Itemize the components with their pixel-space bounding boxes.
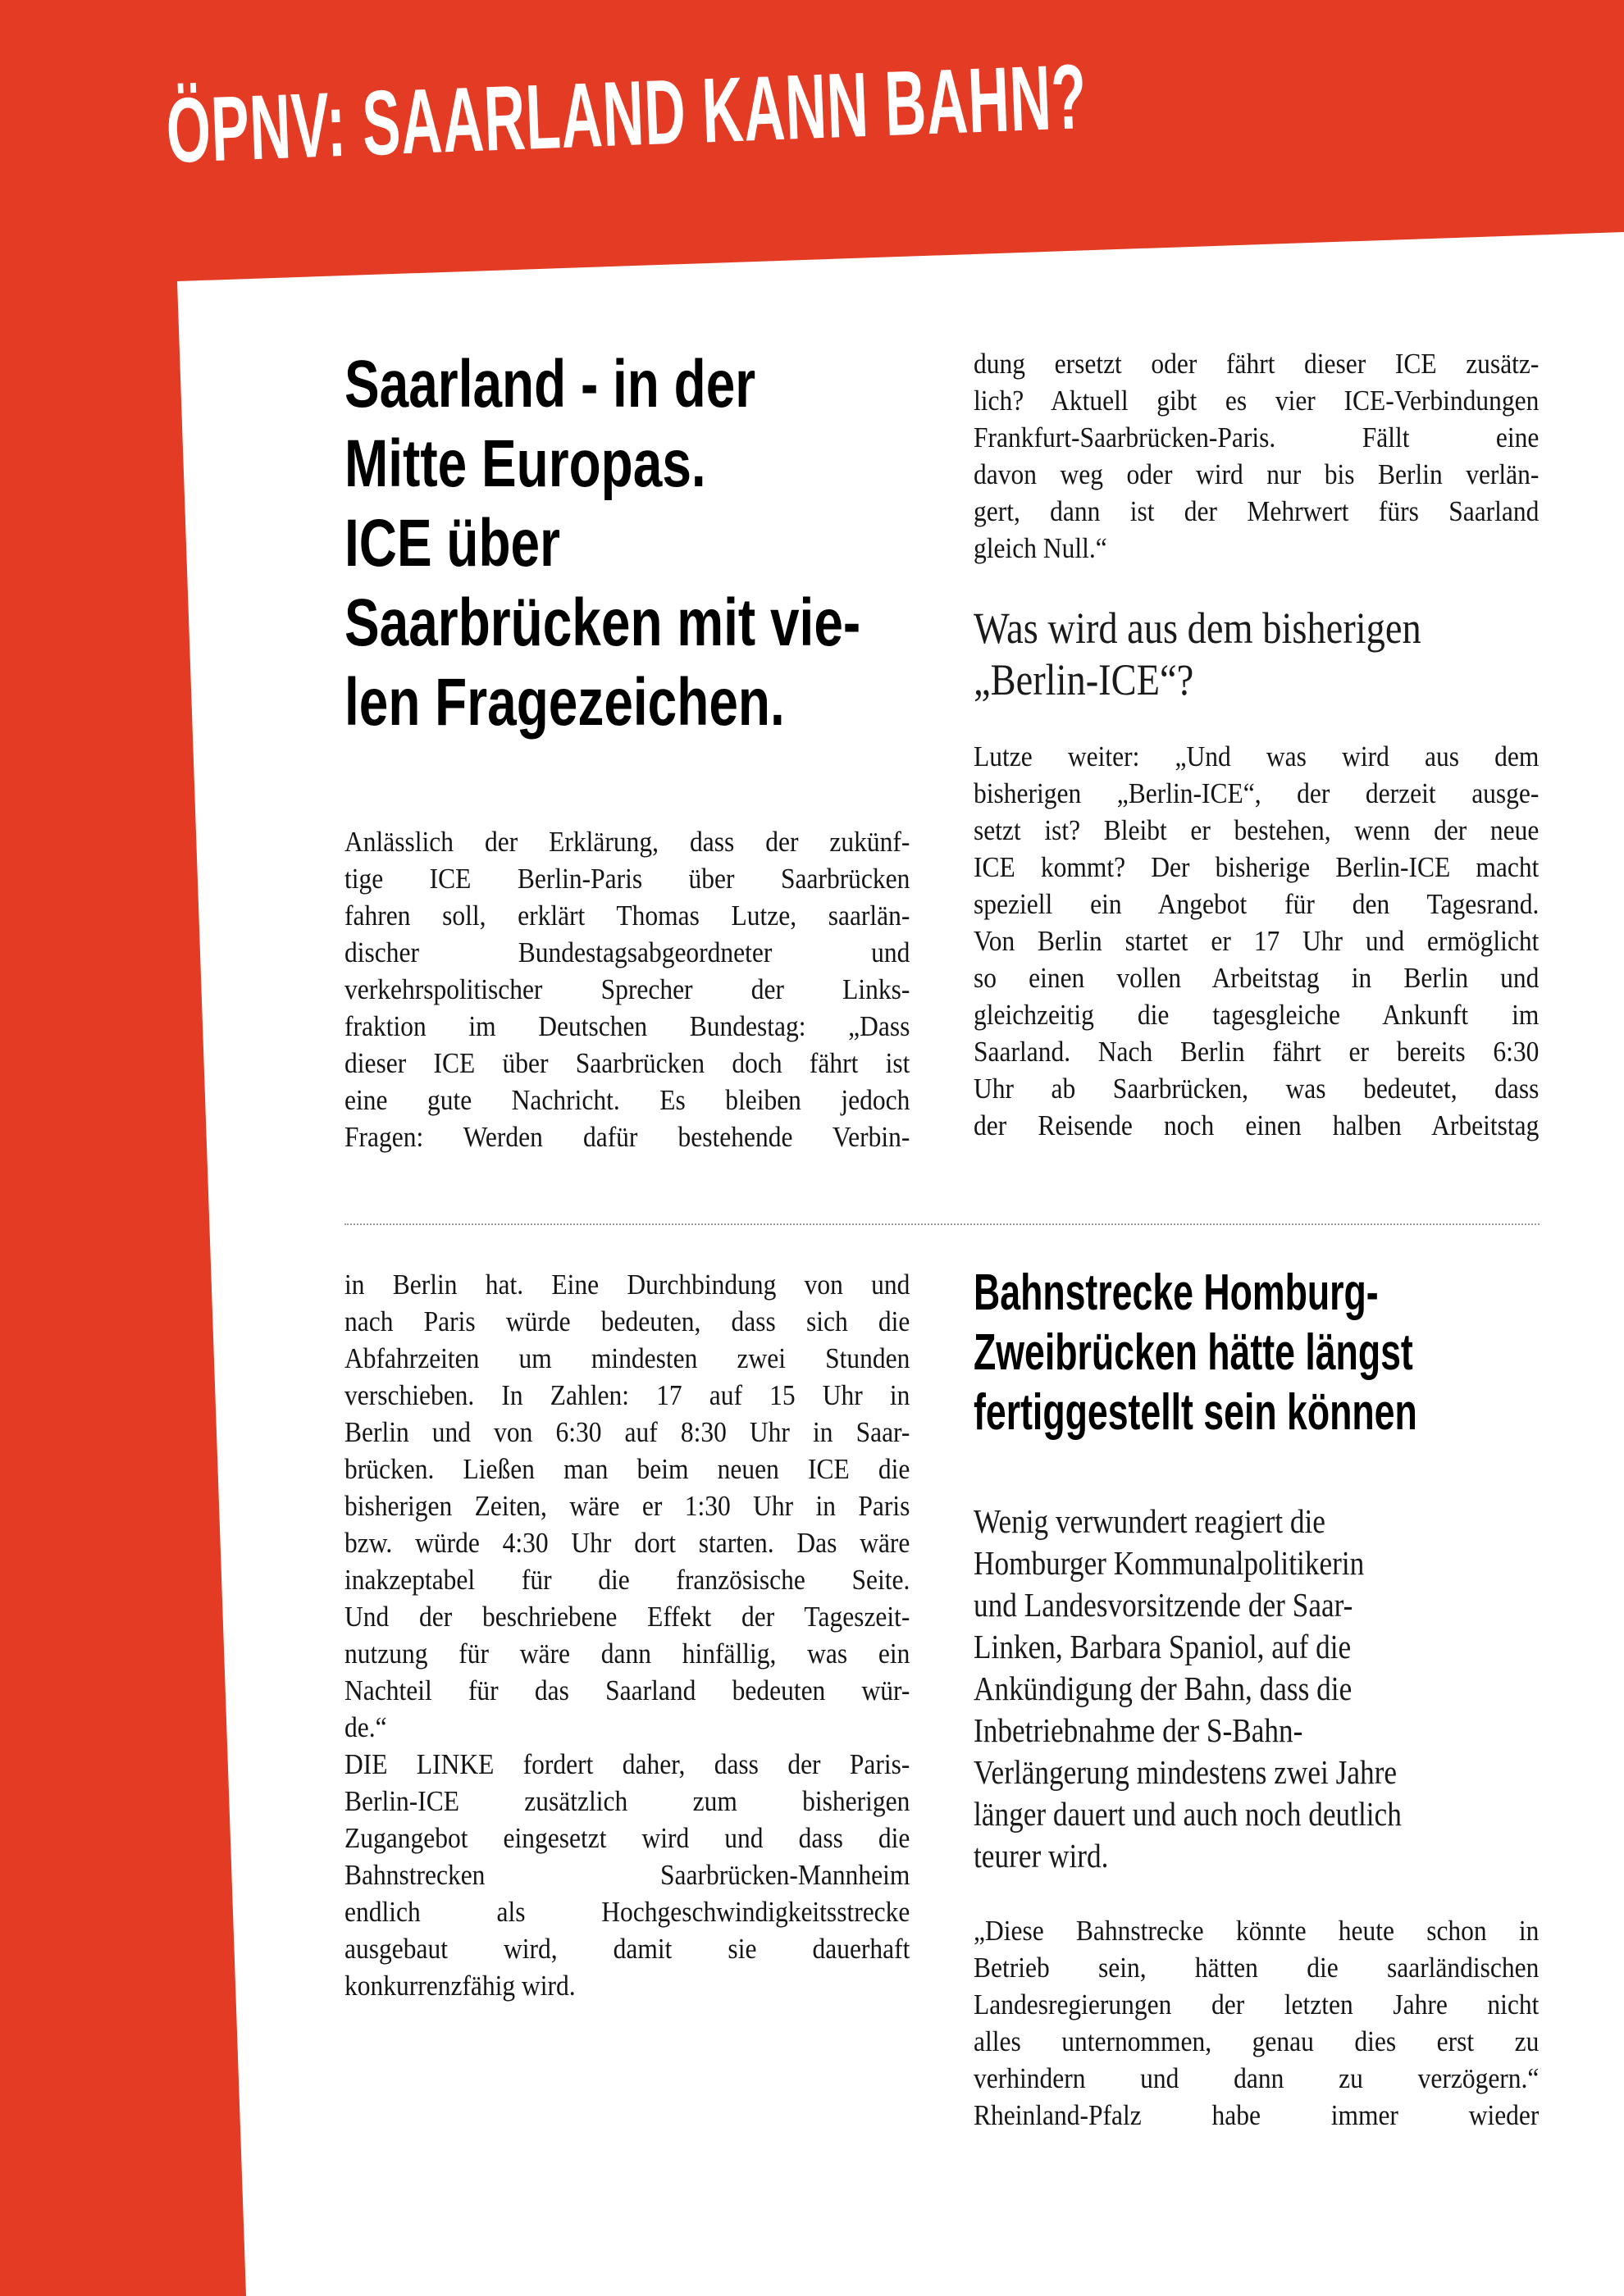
text-line: der Reisende noch einen halben Arbeitstag: [974, 1109, 1540, 1141]
text-line: und Landesvorsitzende der Saar-: [974, 1586, 1353, 1624]
text-line: brücken. Ließen man beim neuen ICE die: [344, 1453, 910, 1485]
text-line: verschieben. In Zahlen: 17 auf 15 Uhr in: [344, 1379, 910, 1411]
paragraph: [974, 1912, 1539, 2134]
text-line: ausgebaut wird, damit sie dauerhaft: [344, 1933, 910, 1965]
text-line: Bahnstrecken Saarbrücken-Mannheim: [344, 1859, 910, 1891]
article2-body: [974, 1912, 1540, 2134]
text-line: konkurrenzfähig wird.: [344, 1970, 576, 2002]
headline-line: Zweibrücken hätte längst: [974, 1324, 1413, 1381]
text-line: bzw. würde 4:30 Uhr dort starten. Das wäre: [344, 1527, 910, 1559]
headline-line: Saarbrücken mit vie-: [344, 585, 861, 660]
text-line: länger dauert und auch noch deutlich: [974, 1795, 1402, 1833]
text-line: Ankündigung der Bahn, dass die: [974, 1670, 1353, 1707]
text-line: Linken, Barbara Spaniol, auf die: [974, 1628, 1352, 1665]
article2-lead: [974, 1501, 1540, 1877]
text-line: teurer wird.: [974, 1837, 1109, 1875]
text-line: Rheinland-Pfalz habe immer wieder: [974, 2099, 1540, 2131]
text-line: Homburger Kommunalpolitikerin: [974, 1544, 1365, 1582]
article1-continued: [974, 345, 1540, 567]
article1-headline: [344, 344, 910, 742]
text-line: Nachteil für das Saarland bedeuten wür-: [344, 1674, 910, 1706]
text-line: dieser ICE über Saarbrücken doch fährt ist: [344, 1047, 910, 1079]
text-line: gleich Null.“: [974, 532, 1107, 564]
text-line: alles unternommen, genau dies erst zu: [974, 2025, 1540, 2057]
paragraph: [344, 823, 910, 1155]
text-line: ICE kommt? Der bisherige Berlin-ICE macht: [974, 851, 1540, 883]
text-line: Berlin und von 6:30 auf 8:30 Uhr in Saar-: [344, 1416, 910, 1448]
text-line: davon weg oder wird nur bis Berlin verlän-: [974, 458, 1540, 490]
text-line: Betrieb sein, hätten die saarländischen: [974, 1952, 1540, 1984]
text-line: Von Berlin startet er 17 Uhr und ermöglicht: [974, 925, 1540, 957]
text-line: dung ersetzt oder fährt dieser ICE zusätz-: [974, 348, 1540, 380]
page-title: ÖPNV: SAARLAND KANN BAHN?: [164, 44, 1089, 182]
text-line: inakzeptabel für die französische Seite.: [344, 1564, 910, 1596]
text-line: Lutze weiter: „Und was wird aus dem: [974, 740, 1540, 772]
headline-line: fertiggestellt sein können: [974, 1384, 1417, 1441]
text-line: Uhr ab Saarbrücken, was bedeutet, dass: [974, 1073, 1540, 1105]
text-line: Abfahrzeiten um mindesten zwei Stunden: [344, 1342, 910, 1374]
text-line: so einen vollen Arbeitstag in Berlin und: [974, 962, 1540, 994]
text-line: DIE LINKE fordert daher, dass der Paris-: [344, 1748, 910, 1780]
text-line: Fragen: Werden dafür bestehende Verbin-: [344, 1121, 910, 1153]
text-line: gert, dann ist der Mehrwert fürs Saarland: [974, 495, 1540, 527]
text-line: gleichzeitig die tagesgleiche Ankunft im: [974, 999, 1540, 1031]
text-line: Zugangebot eingesetzt wird und dass die: [344, 1822, 910, 1854]
paragraph: [974, 345, 1539, 567]
headline-line: ICE über: [344, 506, 560, 581]
subheading-line: Was wird aus dem bisherigen: [974, 604, 1421, 653]
text-line: tige ICE Berlin-Paris über Saarbrücken: [344, 863, 910, 895]
paragraph: [974, 738, 1539, 1144]
dotted-divider: [344, 1223, 1540, 1225]
headline-line: Mitte Europas.: [344, 426, 706, 501]
text-line: Frankfurt-Saarbrücken-Paris. Fällt eine: [974, 421, 1540, 453]
article1-section2: [974, 738, 1540, 1144]
text-line: discher Bundestagsabgeordneter und: [344, 936, 910, 968]
text-line: bisherigen „Berlin-ICE“, der derzeit ausge-: [974, 777, 1540, 809]
text-line: nutzung für wäre dann hinfällig, was ein: [344, 1638, 910, 1670]
article2-headline: [974, 1263, 1540, 1442]
text-line: fahren soll, erklärt Thomas Lutze, saarlän-: [344, 900, 910, 932]
text-line: verhindern und dann zu verzögern.“: [974, 2062, 1540, 2094]
text-line: fraktion im Deutschen Bundestag: „Dass: [344, 1010, 910, 1042]
text-line: endlich als Hochgeschwindigkeitsstrecke: [344, 1896, 910, 1928]
headline-line: Bahnstrecke Homburg-: [974, 1264, 1379, 1321]
text-line: setzt ist? Bleibt er bestehen, wenn der neue: [974, 814, 1540, 846]
paragraph: [344, 1266, 910, 2004]
text-line: lich? Aktuell gibt es vier ICE-Verbindungen: [974, 385, 1540, 417]
text-line: eine gute Nachricht. Es bleiben jedoch: [344, 1084, 910, 1116]
subheading-line: „Berlin-ICE“?: [974, 655, 1194, 704]
text-line: speziell ein Angebot für den Tagesrand.: [974, 888, 1540, 920]
headline-line: len Fragezeichen.: [344, 665, 785, 740]
text-line: verkehrspolitischer Sprecher der Links-: [344, 973, 910, 1005]
text-line: „Diese Bahnstrecke könnte heute schon in: [974, 1915, 1540, 1947]
text-line: Inbetriebnahme der S-Bahn-: [974, 1711, 1303, 1749]
text-line: Anlässlich der Erklärung, dass der zukünf-: [344, 826, 910, 858]
text-line: in Berlin hat. Eine Durchbindung von und: [344, 1269, 910, 1301]
text-line: Verlängerung mindestens zwei Jahre: [974, 1753, 1397, 1791]
text-line: Und der beschriebene Effekt der Tageszeit-: [344, 1601, 910, 1633]
text-line: Berlin-ICE zusätzlich zum bisherigen: [344, 1785, 910, 1817]
text-line: Landesregierungen der letzten Jahre nicht: [974, 1988, 1540, 2020]
headline-line: Saarland - in der: [344, 347, 756, 421]
text-line: nach Paris würde bedeuten, dass sich die: [344, 1305, 910, 1337]
article1-section3: [344, 1266, 910, 2004]
article1-subheading: [974, 603, 1540, 706]
text-line: Saarland. Nach Berlin fährt er bereits 6:30: [974, 1036, 1540, 1068]
text-line: Wenig verwundert reagiert die: [974, 1502, 1325, 1540]
article1-intro: [344, 823, 910, 1155]
text-line: de.“: [344, 1711, 387, 1743]
text-line: bisherigen Zeiten, wäre er 1:30 Uhr in Paris: [344, 1490, 910, 1522]
